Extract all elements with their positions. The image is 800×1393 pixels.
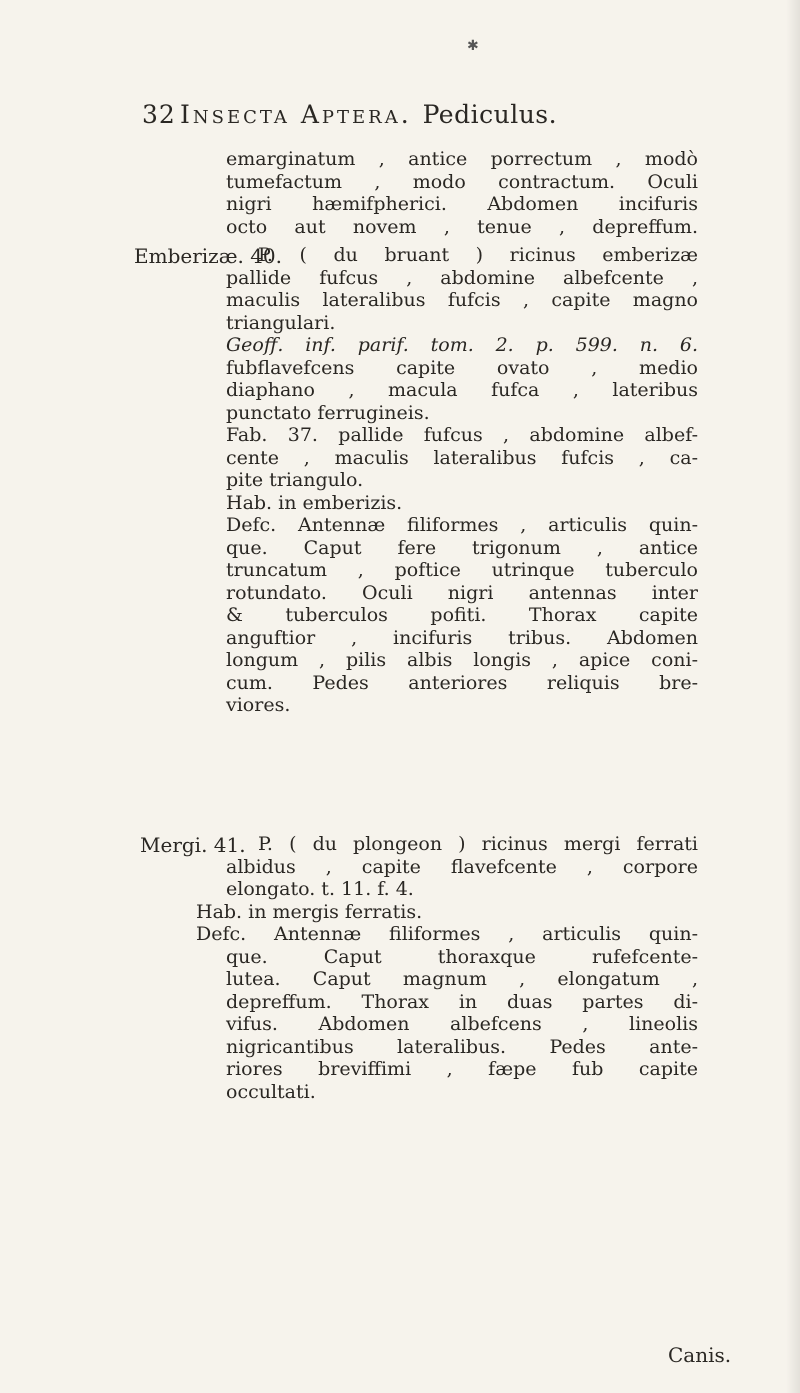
text-line: diaphano , macula fufca , lateribus [226, 379, 698, 401]
text-line: pallide fufcus , abdomine albefcente , [226, 266, 698, 289]
text-line: nigri hæmifpherici. Abdomen incifuris [226, 193, 698, 215]
text-line: emarginatum , antice porrectum , modò [226, 148, 698, 170]
text-line: Geoff. inf. parif. tom. 2. p. 599. n. 6. [226, 334, 698, 356]
header-title-text: Insecta Aptera. [180, 100, 412, 129]
text-line: P. ( du plongeon ) ricinus mergi ferrati [258, 833, 698, 855]
text-line: nigricantibus lateralibus. Pedes ante- [226, 1035, 698, 1058]
text-line: Defc. Antennæ filiformes , articulis quin- [226, 514, 698, 536]
text-line: truncatum , poftice utrinque tuberculo [226, 559, 698, 581]
text-line: riores breviffimi , fæpe fub capite [226, 1058, 698, 1080]
text-line: cum. Pedes anteriores reliquis bre- [226, 671, 698, 694]
header-title [180, 100, 557, 129]
text-line: maculis lateralibus fufcis , capite magno [226, 289, 698, 311]
text-line: triangulari. [226, 311, 336, 334]
text-line: Fab. 37. pallide fufcus , abdomine albef- [226, 424, 698, 446]
text-line: tumefactum , modo contractum. Oculi [226, 170, 698, 193]
margin-label-emberizae: Emberizæ. 40. [134, 244, 283, 268]
text-line: fubflavefcens capite ovato , medio [226, 356, 698, 379]
text-line: P. ( du bruant ) ricinus emberizæ [258, 244, 698, 266]
text-line: anguftior , incifuris tribus. Abdomen [226, 626, 698, 649]
text-line: & tuberculos pofiti. Thorax capite [226, 604, 698, 626]
entry-40-body [226, 267, 698, 717]
text-line: Hab. in emberizis. [226, 491, 403, 514]
text-line: occultati. [226, 1080, 316, 1103]
text-line: cente , maculis lateralibus fufcis , ca- [226, 446, 698, 469]
text-line: elongato. t. 11. f. 4. [226, 878, 414, 900]
text-line: octo aut novem , tenue , depreffum. [226, 215, 698, 238]
text-line: viores. [226, 694, 291, 716]
catchword: Canis. [668, 1343, 732, 1367]
text-line: lutea. Caput magnum , elongatum , [226, 968, 698, 990]
continuation-paragraph [226, 148, 698, 238]
entry-40-first-line [258, 244, 698, 267]
text-line: Defc. Antennæ filiformes , articulis quin- [196, 923, 698, 945]
entry-41-first-line [258, 833, 698, 856]
text-line: Hab. in mergis ferratis. [196, 900, 423, 923]
margin-label-mergi: Mergi. 41. [140, 833, 246, 857]
text-line: punctato ferrugineis. [226, 401, 430, 424]
text-line: depreffum. Thorax in duas partes di- [226, 990, 698, 1013]
text-line: que. Caput fere trigonum , antice [226, 536, 698, 559]
text-line: pite triangulo. [226, 469, 364, 491]
header-genus: Pediculus. [422, 100, 558, 129]
text-line: longum , pilis albis longis , apice coni- [226, 649, 698, 671]
entry-41-body [196, 855, 698, 1104]
page-number: 32 [142, 100, 176, 129]
text-line: que. Caput thoraxque rufefcente- [226, 945, 698, 968]
printer-ornament-mark: ✱ [467, 38, 479, 54]
text-line: albidus , capite flavefcente , corpore [226, 855, 698, 878]
page-edge-shadow [786, 0, 800, 1393]
text-line: vifus. Abdomen albefcens , lineolis [226, 1013, 698, 1035]
text-line: rotundato. Oculi nigri antennas inter [226, 581, 698, 604]
